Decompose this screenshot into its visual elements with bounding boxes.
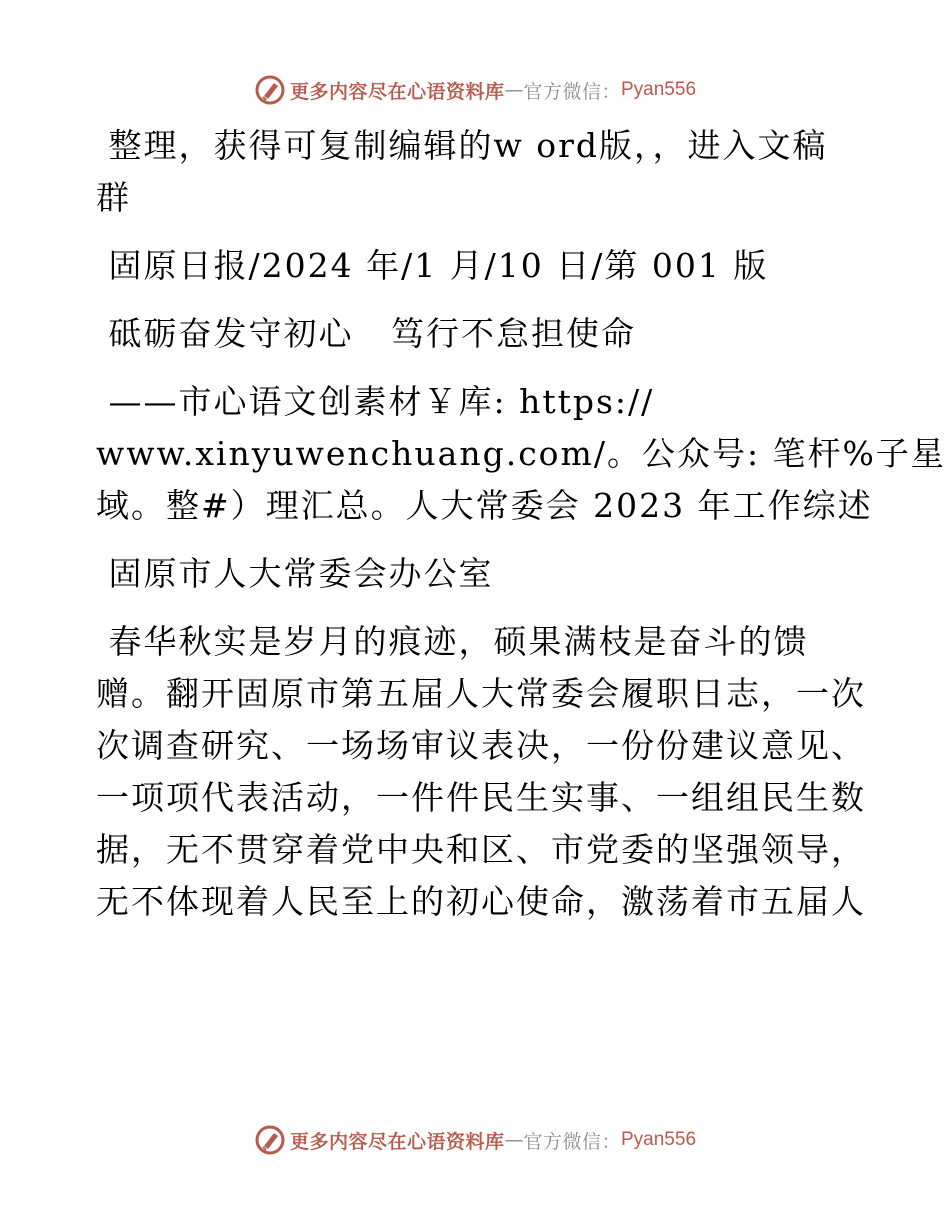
paragraph-5	[96, 548, 856, 600]
text-line: ——市心语文创素材￥库: https://	[96, 382, 655, 421]
text-line: 砥砺奋发守初心 笃行不怠担使命	[96, 314, 636, 353]
text-line: 域。整#）理汇总。人大常委会 2023 年工作综述	[96, 486, 873, 525]
banner-wechat-id: Pyan556	[621, 1129, 697, 1150]
text-line: 无不体现着人民至上的初心使命，激荡着市五届人	[96, 882, 866, 921]
banner-text-wechat-label: 官方微信：	[523, 1130, 621, 1153]
text-line: www.xinyuwenchuang.com/。公众号: 笔杆%子星	[96, 434, 946, 473]
text-line: 次调查研究、一场场审议表决，一份份建议意见、	[96, 726, 866, 765]
paragraph-4	[96, 376, 946, 532]
paragraph-1	[96, 120, 856, 224]
paragraph-3	[96, 308, 856, 360]
banner-text-main: 更多内容尽在心语资料库	[289, 1130, 505, 1153]
text-line: 整理，获得可复制编辑的w ord版，，进入文稿	[96, 126, 828, 165]
text-line: 一项项代表活动，一件件民生实事、一组组民生数	[96, 778, 866, 817]
text-line: 群	[96, 178, 131, 217]
text-line: 春华秋实是岁月的痕迹，硕果满枝是奋斗的馈	[96, 622, 809, 661]
footer-banner	[0, 1120, 950, 1160]
text-line: 据，无不贯穿着党中央和区、市党委的坚强领导，	[96, 830, 866, 869]
text-line: 固原日报/2024 年/1 月/10 日/第 001 版	[96, 246, 769, 285]
header-banner	[0, 70, 950, 110]
paragraph-2	[96, 240, 856, 292]
pen-logo-icon	[254, 1124, 286, 1156]
banner-wechat-id: Pyan556	[621, 79, 697, 100]
banner-text-main: 更多内容尽在心语资料库	[289, 80, 505, 103]
banner-dash: —	[504, 1129, 524, 1151]
pen-logo-icon	[254, 74, 286, 106]
text-line: 赠。翻开固原市第五届人大常委会履职日志，一次	[96, 674, 866, 713]
text-line: 固原市人大常委会办公室	[96, 554, 494, 593]
paragraph-6	[96, 616, 866, 928]
banner-text-wechat-label: 官方微信：	[523, 80, 621, 103]
banner-dash: —	[504, 79, 524, 101]
document-body	[96, 120, 946, 928]
